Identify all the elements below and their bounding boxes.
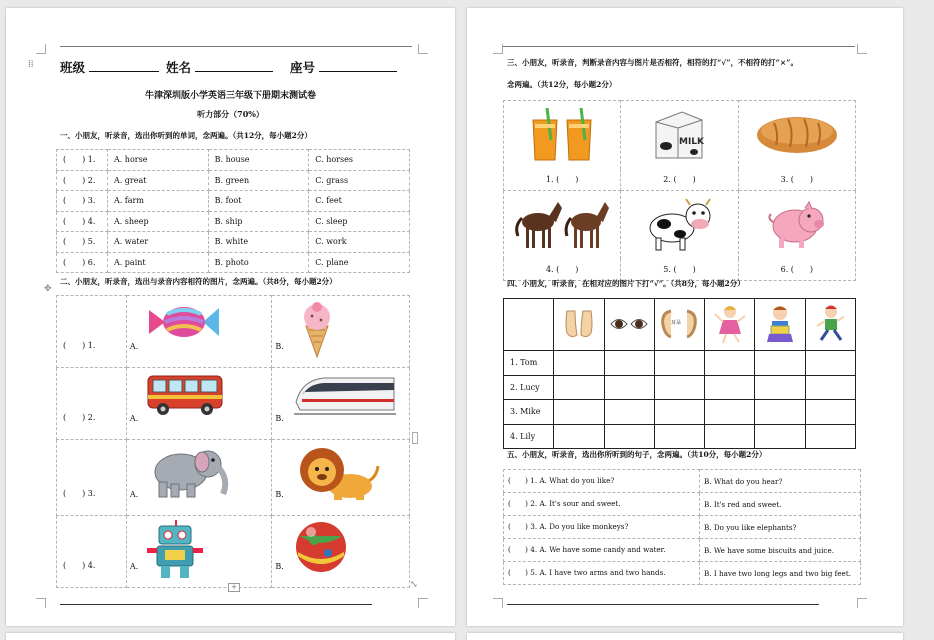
table-edge-handle[interactable] xyxy=(412,432,418,444)
section5-title: 五、小朋友，听录音，选出你所听到的句子，念两遍。（共10分，每小题2分） xyxy=(507,450,767,459)
margin-corner xyxy=(418,44,428,54)
s5-option-b[interactable]: B. Do you like elephants? xyxy=(700,516,861,539)
document-page-4 xyxy=(467,633,903,640)
seat-field[interactable] xyxy=(290,58,397,76)
s4-answer-cell[interactable] xyxy=(755,351,805,376)
s4-answer-cell[interactable] xyxy=(654,351,704,376)
s4-answer-cell[interactable] xyxy=(755,375,805,400)
margin-corner xyxy=(418,598,428,608)
s4-corner-cell xyxy=(504,299,554,351)
section2-title: 二、小朋友，听录音，选出与录音内容相符的图片，念两遍。（共8分，每小题2分） xyxy=(60,277,337,286)
seat-label: 座号 xyxy=(290,60,316,75)
s5-question-number: ( ) 2. xyxy=(508,499,538,508)
s5-option-b[interactable]: B. It's red and sweet. xyxy=(700,493,861,516)
s4-answer-cell[interactable] xyxy=(554,424,604,449)
class-label: 班级 xyxy=(60,60,86,75)
table-row xyxy=(57,516,410,588)
s1-cell-c: C. feet xyxy=(309,191,410,212)
s4-student-name: 3. Mike xyxy=(504,400,554,425)
table-move-icon[interactable]: ✥ xyxy=(44,284,52,294)
cow-icon xyxy=(642,196,716,254)
s2-option-a-label: A. xyxy=(129,490,139,499)
table-row xyxy=(504,539,861,562)
s4-answer-cell[interactable] xyxy=(705,400,755,425)
s1-cell-b: B. photo xyxy=(208,252,309,273)
s3-picture-cell xyxy=(621,101,738,169)
s1-cell-a: A. paint xyxy=(107,252,208,273)
ice-cream-icon xyxy=(294,300,340,360)
s3-picture-cell xyxy=(504,191,621,259)
s2-question-number: ( ) 2. xyxy=(57,368,127,440)
s4-student-name: 1. Tom xyxy=(504,351,554,376)
s5-option-a[interactable] xyxy=(504,493,700,516)
girl-dancing-icon xyxy=(713,304,747,346)
s2-option-b-label: B. xyxy=(275,490,284,499)
s2-question-number: ( ) 3. xyxy=(57,440,127,516)
document-page-3 xyxy=(6,633,455,640)
s1-cell-a: A. sheep xyxy=(107,211,208,232)
s2-option-a[interactable] xyxy=(126,296,272,368)
s1-cell-c: C. plane xyxy=(309,252,410,273)
s4-header-picture xyxy=(755,299,805,351)
eyes-icon xyxy=(609,314,649,336)
s4-answer-cell[interactable] xyxy=(805,375,855,400)
exam-subtitle: 听力部分（70%） xyxy=(197,109,264,119)
milk-carton-text: MILK xyxy=(679,136,705,147)
s5-option-a[interactable] xyxy=(504,470,700,493)
s5-option-b[interactable]: B. What do you hear? xyxy=(700,470,861,493)
s4-answer-cell[interactable] xyxy=(604,351,654,376)
margin-corner xyxy=(493,44,503,54)
s3-picture-cell xyxy=(621,191,738,259)
s1-cell-c: C. grass xyxy=(309,170,410,191)
document-page-1 xyxy=(6,8,455,626)
s4-student-name: 2. Lucy xyxy=(504,375,554,400)
s4-answer-cell[interactable] xyxy=(604,375,654,400)
s5-question-number: ( ) 1. xyxy=(508,476,538,485)
ear-label: 耳朵 xyxy=(670,320,681,326)
s1-cell-b: B. ship xyxy=(208,211,309,232)
s3-answer-cell[interactable]: 1. ( ) xyxy=(504,169,621,191)
s3-answer-cell[interactable]: 6. ( ) xyxy=(738,259,855,281)
table-row xyxy=(57,170,410,191)
name-field[interactable] xyxy=(166,58,273,76)
class-field[interactable] xyxy=(60,58,159,76)
lion-icon xyxy=(294,444,382,504)
table-row xyxy=(504,493,861,516)
s2-question-number: ( ) 1. xyxy=(57,296,127,368)
s4-answer-cell[interactable] xyxy=(705,351,755,376)
s3-picture-cell xyxy=(738,191,855,259)
s5-option-a[interactable] xyxy=(504,539,700,562)
section4-table xyxy=(503,298,856,449)
table-row xyxy=(504,191,856,259)
document-page-2 xyxy=(467,8,903,626)
s4-header-picture xyxy=(604,299,654,351)
s1-cell-a: A. farm xyxy=(107,191,208,212)
s2-option-b[interactable] xyxy=(272,368,410,440)
s5-option-a-text: A. Do you like monkeys? xyxy=(539,522,629,531)
table-row xyxy=(504,351,856,376)
s2-option-a-label: A. xyxy=(129,414,139,423)
s3-answer-cell[interactable]: 3. ( ) xyxy=(738,169,855,191)
margin-corner xyxy=(857,44,867,54)
s2-option-a[interactable] xyxy=(126,516,272,588)
table-row xyxy=(57,252,410,273)
s4-answer-cell[interactable] xyxy=(654,375,704,400)
s4-answer-cell[interactable] xyxy=(705,424,755,449)
table-row xyxy=(504,169,856,191)
table-row xyxy=(504,424,856,449)
section2-table xyxy=(56,295,410,588)
s2-option-a[interactable] xyxy=(126,368,272,440)
s4-answer-cell[interactable] xyxy=(755,400,805,425)
margin-corner xyxy=(493,598,503,608)
s2-option-a-label: A. xyxy=(129,342,139,351)
s3-answer-cell[interactable]: 5. ( ) xyxy=(621,259,738,281)
bus-icon xyxy=(145,372,225,420)
s5-option-a[interactable] xyxy=(504,562,700,585)
section5-table xyxy=(503,469,861,585)
s1-cell-b: B. green xyxy=(208,170,309,191)
s1-cell-num: ( ) 5. xyxy=(57,232,108,253)
name-label: 姓名 xyxy=(166,60,192,75)
s4-header-picture xyxy=(654,299,704,351)
margin-corner xyxy=(36,44,46,54)
table-row xyxy=(57,150,410,171)
s3-picture-cell xyxy=(504,101,621,169)
s5-question-number: ( ) 3. xyxy=(508,522,538,531)
s4-header-picture xyxy=(554,299,604,351)
table-row xyxy=(504,516,861,539)
table-resize-handle[interactable]: ⤡ xyxy=(410,580,418,590)
margin-corner xyxy=(36,598,46,608)
s1-cell-c: C. sleep xyxy=(309,211,410,232)
s4-header-picture xyxy=(805,299,855,351)
s1-cell-c: C. work xyxy=(309,232,410,253)
s4-answer-cell[interactable] xyxy=(654,424,704,449)
bread-icon xyxy=(754,111,840,159)
section3-table xyxy=(503,100,856,281)
s4-answer-cell[interactable] xyxy=(755,424,805,449)
table-row xyxy=(57,211,410,232)
s5-option-a-text: A. It's sour and sweet. xyxy=(539,499,621,508)
table-row xyxy=(57,232,410,253)
train-icon xyxy=(294,372,396,420)
section3-title-line2: 念两遍。（共12分，每小题2分） xyxy=(507,80,617,89)
table-row xyxy=(504,470,861,493)
header-rule xyxy=(60,46,412,47)
table-row xyxy=(57,296,410,368)
s1-cell-num: ( ) 4. xyxy=(57,211,108,232)
add-row-button[interactable]: + xyxy=(228,583,240,592)
s5-option-a-text: A. I have two arms and two hands. xyxy=(539,568,666,577)
s5-question-number: ( ) 4. xyxy=(508,545,538,554)
table-row xyxy=(504,400,856,425)
s4-answer-cell[interactable] xyxy=(604,400,654,425)
horses-icon xyxy=(512,196,612,254)
s2-option-b-label: B. xyxy=(275,562,284,571)
table-header-row xyxy=(504,299,856,351)
table-row xyxy=(57,191,410,212)
s5-option-a[interactable] xyxy=(504,516,700,539)
s4-answer-cell[interactable] xyxy=(604,424,654,449)
s2-option-a[interactable] xyxy=(126,440,272,516)
s5-option-a-text: A. We have some candy and water. xyxy=(539,545,666,554)
feet-icon xyxy=(561,307,597,343)
elephant-icon xyxy=(145,444,231,502)
pig-icon xyxy=(765,198,829,252)
s1-cell-a: A. great xyxy=(107,170,208,191)
s2-option-b[interactable] xyxy=(272,516,410,588)
footer-rule xyxy=(60,604,372,605)
table-row xyxy=(504,101,856,169)
s1-cell-b: B. house xyxy=(208,150,309,171)
s4-answer-cell[interactable] xyxy=(654,400,704,425)
s5-option-b[interactable]: B. We have some biscuits and juice. xyxy=(700,539,861,562)
s1-cell-num: ( ) 2. xyxy=(57,170,108,191)
s2-option-b-label: B. xyxy=(275,342,284,351)
s4-answer-cell[interactable] xyxy=(805,400,855,425)
milk-icon xyxy=(648,106,710,164)
s4-student-name: 4. Lily xyxy=(504,424,554,449)
s5-option-b[interactable]: B. I have two long legs and two big feet. xyxy=(700,562,861,585)
s3-picture-cell xyxy=(738,101,855,169)
exam-title: 牛津深圳版小学英语三年级下册期末测试卷 xyxy=(144,91,316,101)
boy-running-icon xyxy=(813,304,847,346)
s4-answer-cell[interactable] xyxy=(705,375,755,400)
s4-answer-cell[interactable] xyxy=(805,424,855,449)
s4-answer-cell[interactable] xyxy=(554,351,604,376)
juice-icon xyxy=(527,106,597,164)
s4-answer-cell[interactable] xyxy=(554,375,604,400)
section4-title: 四、小朋友，听录音，在相对应的图片下打“√”。（共8分，每小题2分） xyxy=(507,279,745,288)
s3-answer-cell[interactable]: 2. ( ) xyxy=(621,169,738,191)
drag-handle-icon[interactable]: ⁞⁞ xyxy=(28,59,34,70)
s3-answer-cell[interactable]: 4. ( ) xyxy=(504,259,621,281)
s2-option-b-label: B. xyxy=(275,414,284,423)
table-row xyxy=(57,440,410,516)
ball-icon xyxy=(294,520,348,576)
boy-reading-icon xyxy=(763,304,797,346)
s1-cell-a: A. water xyxy=(107,232,208,253)
section3-title-line1: 三、小朋友，听录音，判断录音内容与图片是否相符，相符的打“√”，不相符的打“×”。 xyxy=(507,58,798,67)
s1-cell-num: ( ) 3. xyxy=(57,191,108,212)
s5-option-a-text: A. What do you like? xyxy=(539,476,615,485)
s1-cell-num: ( ) 6. xyxy=(57,252,108,273)
s1-cell-a: A. horse xyxy=(107,150,208,171)
s4-header-picture xyxy=(705,299,755,351)
s1-cell-b: B. white xyxy=(208,232,309,253)
s4-answer-cell[interactable] xyxy=(805,351,855,376)
s2-option-b[interactable] xyxy=(272,296,410,368)
s1-cell-num: ( ) 1. xyxy=(57,150,108,171)
s5-question-number: ( ) 5. xyxy=(508,568,538,577)
header-rule xyxy=(503,46,855,47)
candy-icon xyxy=(145,300,223,346)
s1-cell-b: B. foot xyxy=(208,191,309,212)
s2-option-b[interactable] xyxy=(272,440,410,516)
table-row xyxy=(504,375,856,400)
footer-rule xyxy=(507,604,819,605)
section1-table xyxy=(56,149,410,273)
robot-icon xyxy=(145,520,205,582)
margin-corner xyxy=(857,598,867,608)
table-row xyxy=(504,562,861,585)
s2-option-a-label: A. xyxy=(129,562,139,571)
s1-cell-c: C. horses xyxy=(309,150,410,171)
table-row xyxy=(57,368,410,440)
section1-title: 一、小朋友，听录音，选出你听到的单词，念两遍。（共12分，每小题2分） xyxy=(60,131,312,140)
s2-question-number: ( ) 4. xyxy=(57,516,127,588)
s4-answer-cell[interactable] xyxy=(554,400,604,425)
